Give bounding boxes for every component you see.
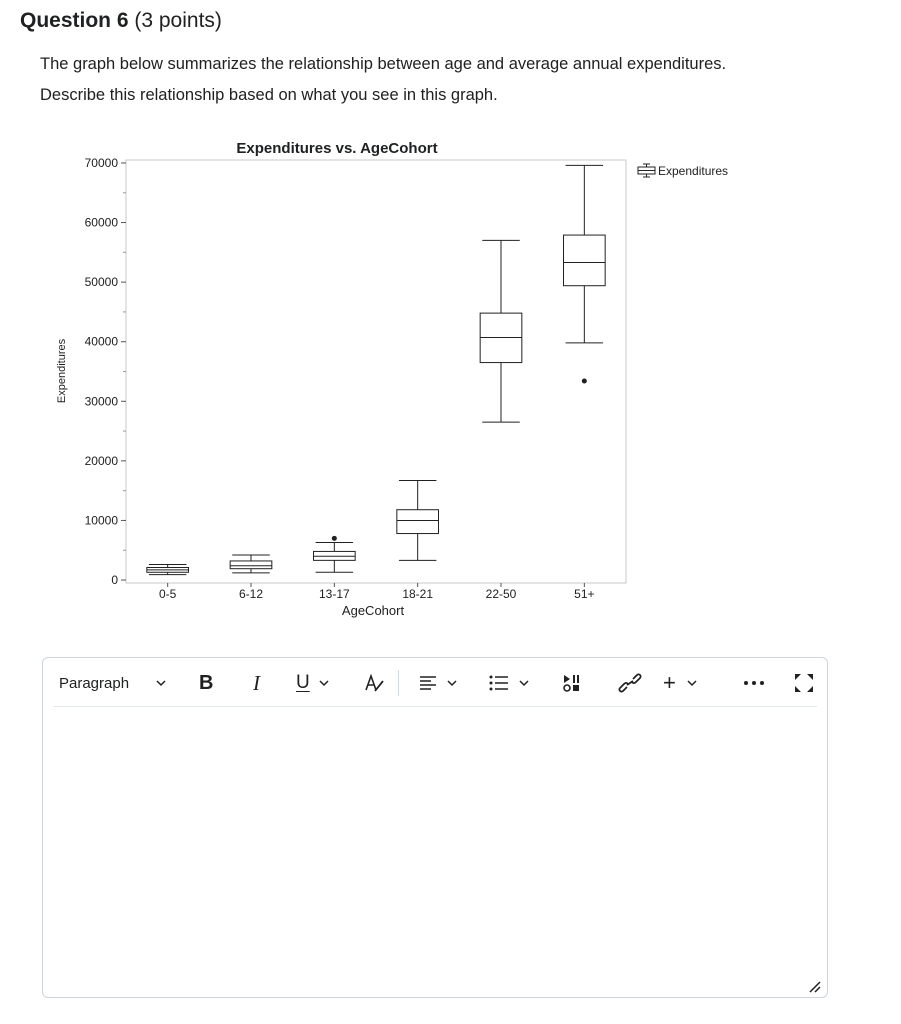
plot-area-frame [126,160,626,583]
question-prompt-line-1: The graph below summarizes the relationship between age and average annual expenditures. [40,55,727,73]
align-left-icon [418,673,438,693]
clear-formatting-button[interactable] [363,668,385,698]
expenditures-boxplot-chart [0,120,900,630]
chevron-down-icon [686,677,698,689]
boxplot-22-50 [480,240,522,422]
fullscreen-button[interactable] [793,668,815,698]
question-prompt-line-2: Describe this relationship based on what you see in this graph. [40,86,498,104]
y-tick-label: 70000 [84,155,118,170]
x-tick-label: 13-17 [318,587,350,601]
boxplot-6-12 [230,555,272,573]
link-icon [618,672,642,694]
chevron-down-icon [318,677,330,689]
boxplot-51+ [564,165,606,383]
x-tick-label: 22-50 [485,587,517,601]
plus-icon: + [663,670,676,695]
media-icon [561,672,583,694]
x-axis-label: AgeCohort [341,603,405,618]
paragraph-format-dropdown[interactable] [59,668,167,698]
legend-boxplot-icon [638,164,655,177]
iqr-box [564,235,606,286]
y-tick-label: 0 [111,573,118,588]
y-tick-label: 20000 [84,453,118,468]
clear-formatting-icon [363,672,385,694]
chevron-down-icon [446,677,458,689]
editor-toolbar [53,658,817,707]
question-title [20,9,222,33]
more-options-button[interactable] [743,668,765,698]
x-tick-label: 18-21 [402,587,434,601]
boxplot-13-17 [314,536,356,572]
outlier-point [582,379,587,384]
boxplot-18-21 [397,481,439,561]
bold-button[interactable]: B [199,671,214,694]
align-dropdown[interactable] [418,668,458,698]
insert-link-button[interactable] [618,668,642,698]
underline-button[interactable] [296,668,330,698]
insert-media-button[interactable] [561,668,583,698]
question-number: Question 6 [20,9,129,32]
italic-button[interactable]: I [253,670,260,695]
iqr-box [230,561,272,569]
underline-label: U [296,672,310,693]
legend [638,164,728,178]
outlier-point [332,536,337,541]
y-tick-label: 30000 [84,394,118,409]
question-points: (3 points) [134,9,222,32]
chart-title: Expenditures vs. AgeCohort [236,140,438,157]
y-axis-label: Expenditures [56,338,68,404]
x-tick-label: 6-12 [238,587,264,601]
x-tick-label: 51+ [574,587,595,601]
boxplot-0-5 [147,565,189,575]
resize-handle-icon[interactable] [807,979,821,993]
y-tick-label: 10000 [84,513,118,528]
y-tick-label: 50000 [84,275,118,290]
chevron-down-icon [155,677,167,689]
y-tick-label: 60000 [84,215,118,230]
fullscreen-icon [793,672,815,694]
toolbar-separator [398,670,399,696]
list-dropdown[interactable] [488,668,530,698]
answer-text-area[interactable] [43,708,827,997]
bullet-list-icon [488,673,510,693]
legend-label: Expenditures [658,164,729,178]
answer-editor [42,657,828,998]
x-tick-label: 0-5 [158,587,177,601]
insert-dropdown[interactable] [663,668,698,698]
y-tick-label: 40000 [84,334,118,349]
chevron-down-icon [518,677,530,689]
iqr-box [397,510,439,534]
more-horizontal-icon [743,679,765,687]
paragraph-format-label: Paragraph [59,674,130,692]
